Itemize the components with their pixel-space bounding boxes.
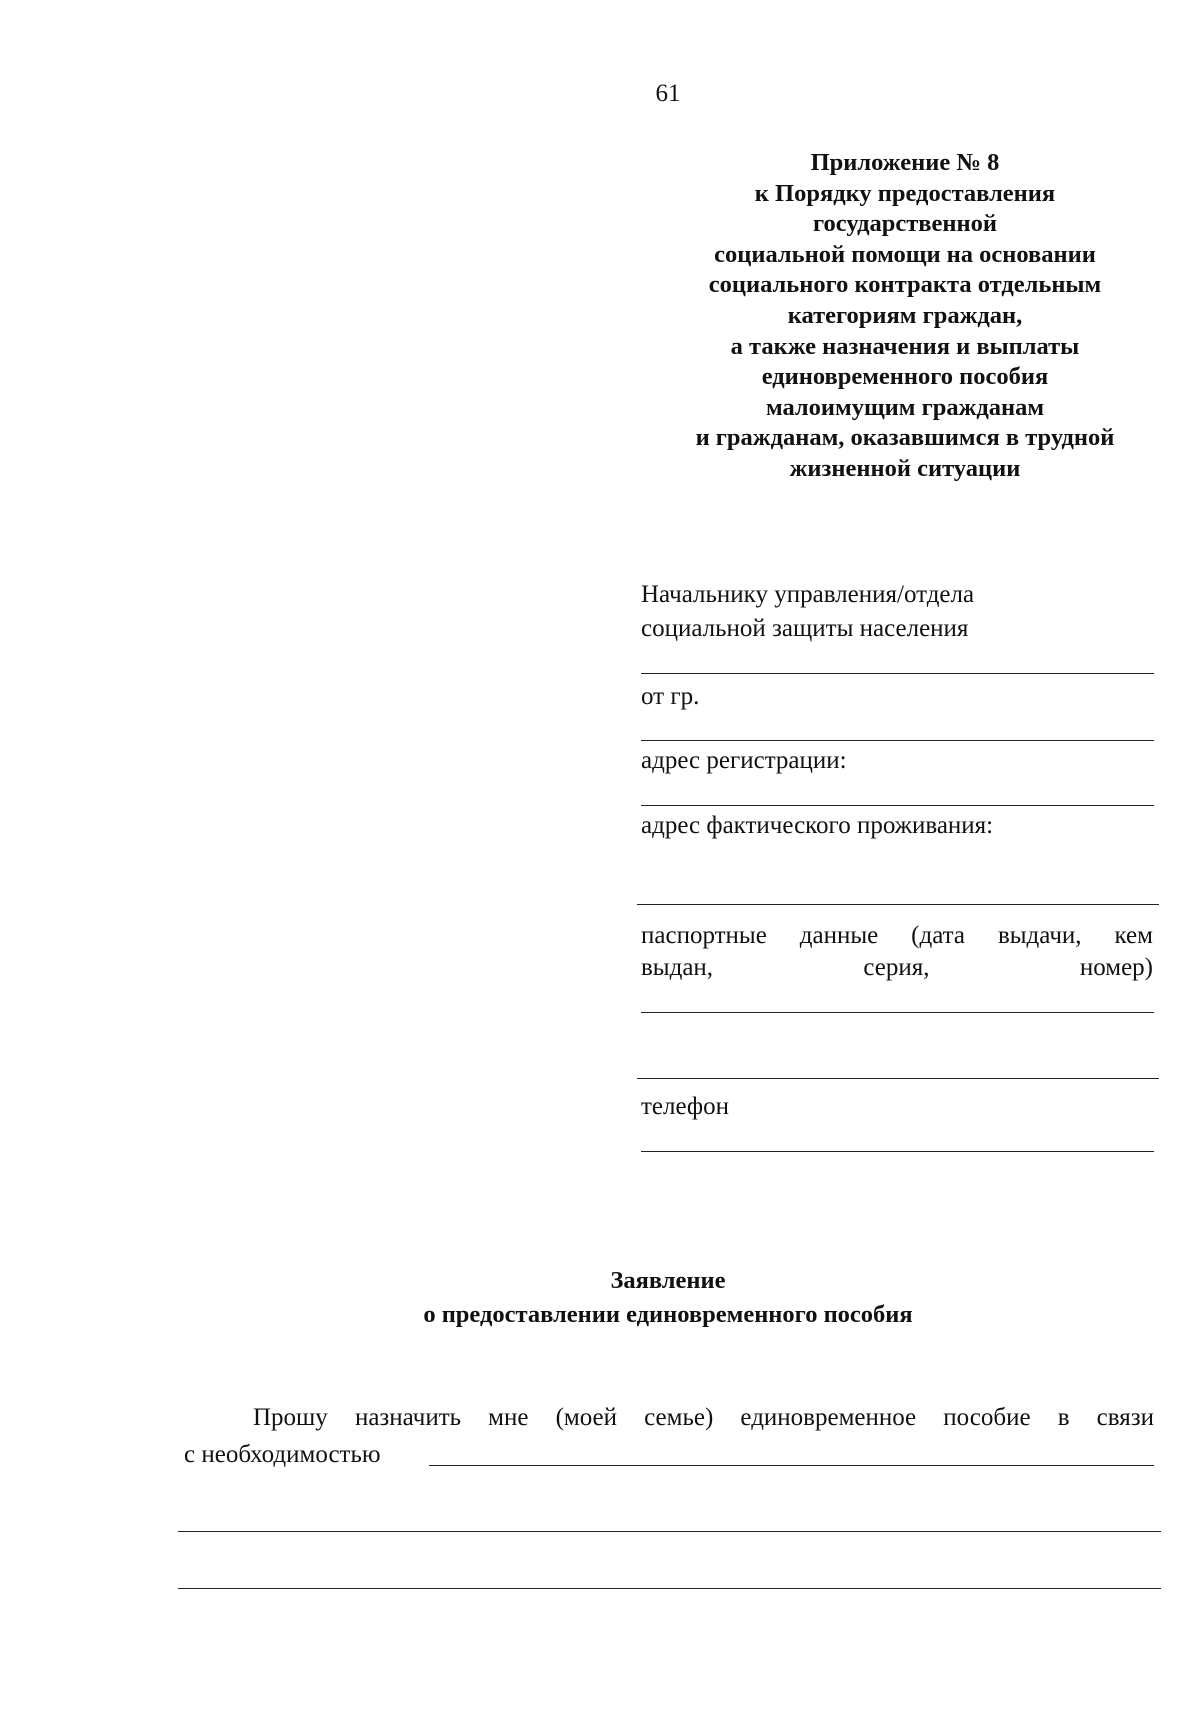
request-line-1	[253, 1404, 1154, 1432]
request-word: в	[1057, 1404, 1070, 1431]
appendix-line: единовременного пособия	[761, 363, 1049, 391]
registration-address-label: адрес регистрации:	[641, 747, 847, 774]
actual-address-label: адрес фактического проживания:	[641, 812, 994, 839]
appendix-line: социальной помощи на основании	[714, 240, 1096, 268]
passport-label-line-1	[641, 922, 1153, 950]
request-word: мне	[488, 1404, 529, 1431]
request-word: (моей	[555, 1404, 618, 1431]
request-word: пособие	[943, 1404, 1031, 1431]
appendix-header	[640, 148, 1170, 485]
appendix-line: Приложение № 8	[810, 149, 1000, 176]
actual-address-field-line[interactable]	[637, 904, 1159, 905]
addressee-line-1: Начальнику управления/отдела	[641, 581, 975, 608]
appendix-line: а также назначения и выплаты	[730, 332, 1080, 360]
addressee-line-2: социальной защиты населения	[641, 615, 969, 642]
from-field-line[interactable]	[641, 740, 1154, 741]
necessity-field-line-1[interactable]	[429, 1465, 1154, 1466]
application-title-line-2: о предоставлении единовременного пособия	[423, 1301, 913, 1328]
passport-word: выдан,	[641, 954, 714, 981]
necessity-label: с необходимостью	[184, 1441, 381, 1468]
necessity-field-line-3[interactable]	[178, 1588, 1161, 1589]
passport-word: выдачи,	[997, 922, 1082, 949]
phone-field-line[interactable]	[641, 1151, 1154, 1152]
phone-label: телефон	[641, 1093, 729, 1120]
passport-word: серия,	[863, 954, 930, 981]
passport-word: кем	[1114, 922, 1153, 949]
appendix-line: государственной	[813, 210, 997, 238]
request-word: единовременное	[740, 1404, 917, 1431]
passport-word: паспортные	[641, 922, 767, 949]
request-word: Прошу	[253, 1404, 328, 1431]
appendix-line: малоимущим гражданам	[765, 393, 1045, 421]
passport-label-line-2	[641, 954, 1153, 982]
request-word: назначить	[354, 1404, 462, 1431]
addressee-blank-line[interactable]	[641, 673, 1154, 674]
appendix-line: социального контракта отдельным	[708, 271, 1102, 299]
passport-word: номер)	[1079, 954, 1153, 981]
passport-word: (дата	[911, 922, 965, 949]
appendix-line: жизненной ситуации	[789, 454, 1021, 482]
appendix-line: категориям граждан,	[787, 301, 1023, 329]
request-word: семье)	[644, 1404, 714, 1431]
application-title-line-1: Заявление	[610, 1267, 726, 1294]
request-word: связи	[1096, 1404, 1154, 1431]
appendix-line: и гражданам, оказавшимся в трудной	[695, 424, 1115, 452]
necessity-field-line-2[interactable]	[178, 1531, 1161, 1532]
from-label: от гр.	[641, 683, 700, 710]
passport-word: данные	[799, 922, 879, 949]
application-title	[0, 1264, 1200, 1332]
passport-field-line-1[interactable]	[641, 1012, 1154, 1013]
appendix-line: к Порядку предоставления	[754, 179, 1056, 207]
page-number: 61	[655, 80, 681, 107]
passport-field-line-2[interactable]	[637, 1078, 1159, 1079]
registration-address-field-line[interactable]	[641, 805, 1154, 806]
